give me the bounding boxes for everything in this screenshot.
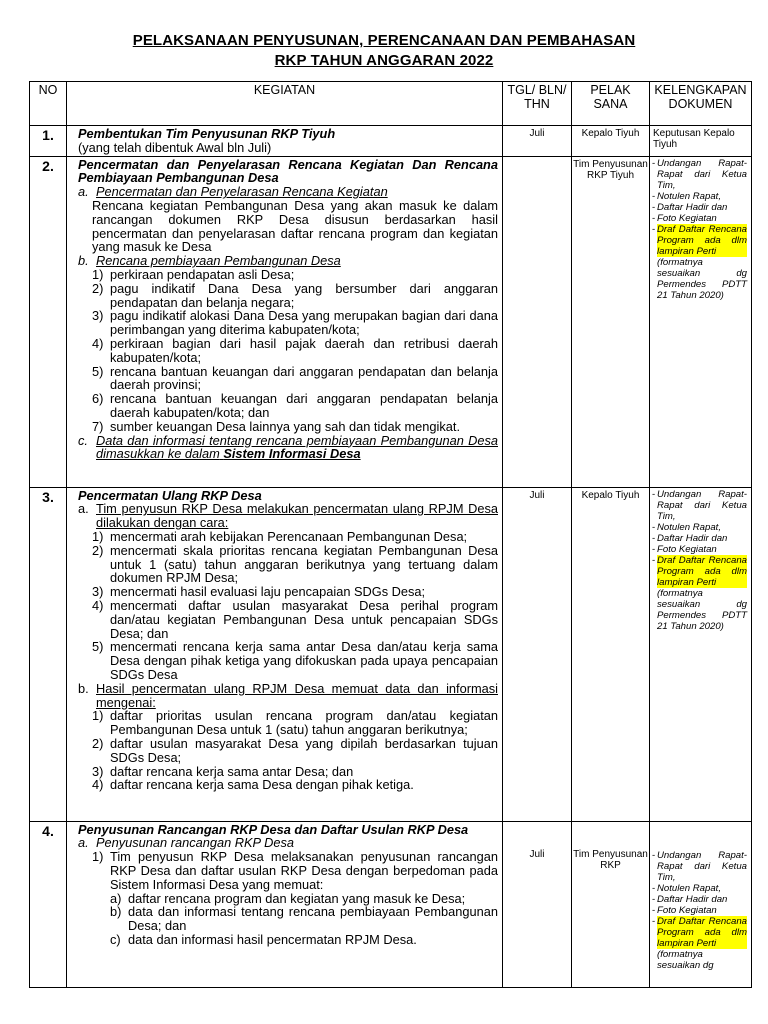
list-text: daftar rencana program dan kegiatan yang masuk ke Desa; bbox=[128, 890, 466, 906]
section-title: Pencermatan dan Penyelarasan Rencana Kegiatan bbox=[96, 184, 388, 200]
activity-title: Penyusunan Rancangan RKP Desa dan Daftar Usulan RKP Desa bbox=[78, 821, 469, 837]
list-text: data dan informasi tentang rencana pembiayaan Pembangunan Desa; dan bbox=[128, 904, 498, 934]
section-bold-text: Sistem Informasi Desa bbox=[223, 446, 361, 462]
document-title-line1: PELAKSANAAN PENYUSUNAN, PERENCANAAN DAN PEMBAHASAN bbox=[132, 32, 636, 49]
list-item bbox=[92, 850, 498, 891]
section-text: Rencana kegiatan Pembangunan Desa yang akan masuk ke dalam rancangan dokumen RKP Desa disusun berdasarkan hasil pencermatan dan penyelarasan daftar rencana program dan kegiatan yang masuk ke Desa bbox=[92, 197, 498, 255]
header-kegiatan: KEGIATAN bbox=[67, 82, 503, 126]
activity-title: Pembentukan Tim Penyusunan RKP Tiyuh bbox=[78, 126, 336, 141]
pelaksana-cell: Tim Penyusunan RKP bbox=[572, 821, 650, 987]
table-row bbox=[30, 487, 752, 821]
list-marker: 2) bbox=[92, 735, 104, 751]
list-text: data dan informasi hasil pencermatan RPJM Desa. bbox=[128, 931, 417, 947]
dokumen-item: Daftar Hadir dan bbox=[657, 532, 728, 544]
list-marker: 1) bbox=[92, 708, 104, 724]
table-row bbox=[30, 126, 752, 157]
list-marker: 1) bbox=[92, 849, 104, 865]
dokumen-highlight: Draf Daftar Rencana Program ada dlm lampiran Perti bbox=[657, 223, 747, 257]
section-marker: a. bbox=[78, 501, 89, 517]
list-marker: 5) bbox=[92, 639, 104, 655]
list-item bbox=[92, 599, 498, 640]
section-title: Penyusunan rancangan RKP Desa bbox=[96, 835, 295, 851]
dokumen-item: Notulen Rapat, bbox=[657, 882, 721, 894]
list-marker: 1) bbox=[92, 528, 104, 544]
list-item bbox=[110, 905, 498, 933]
pelaksana-cell: Kepalo Tiyuh bbox=[572, 126, 650, 157]
dokumen-item: Daftar Hadir dan bbox=[657, 893, 728, 905]
table-row bbox=[30, 156, 752, 487]
dokumen-item: Foto Kegiatan bbox=[657, 543, 717, 555]
row-number: 2. bbox=[30, 156, 67, 487]
dokumen-note: (formatnya sesuaikan dg Permendes PDTT 21 Tahun 2020) bbox=[657, 587, 747, 632]
list-text: mencermati rencana kerja sama antar Desa dan/atau kerja sama Desa dengan pihak ketiga yang difokuskan pada upaya pencapaian SDGs Desa bbox=[110, 639, 498, 682]
header-dokumen: KELENGKAPAN DOKUMEN bbox=[650, 82, 752, 126]
list-text: perkiraan pendapatan asli Desa; bbox=[110, 266, 295, 282]
list-item bbox=[92, 737, 498, 765]
list-marker: 2) bbox=[92, 280, 104, 296]
list bbox=[78, 530, 498, 682]
list-item bbox=[92, 282, 498, 310]
list-text: daftar rencana kerja sama Desa dengan pihak ketiga. bbox=[110, 777, 414, 793]
section-marker: c. bbox=[78, 432, 88, 448]
list-text: pagu indikatif alokasi Dana Desa yang merupakan bagian dari dana perimbangan yang diterima kabupaten/kota; bbox=[110, 308, 498, 338]
activity-note: (yang telah dibentuk Awal bln Juli) bbox=[78, 139, 272, 155]
header-no: NO bbox=[30, 82, 67, 126]
kegiatan-cell bbox=[67, 821, 503, 987]
dokumen-note: (formatnya sesuaikan dg Permendes PDTT 21 Tahun 2020) bbox=[657, 256, 747, 301]
list-item bbox=[92, 544, 498, 585]
list-item bbox=[92, 778, 498, 792]
list-marker: 3) bbox=[92, 763, 104, 779]
header-tgl: TGL/ BLN/ THN bbox=[503, 82, 572, 126]
section-title: Tim penyusun RKP Desa melakukan pencermatan ulang RPJM Desa dilakukan dengan cara: bbox=[96, 501, 498, 531]
activity-table bbox=[29, 81, 752, 988]
list-item bbox=[92, 530, 498, 544]
section-title: Rencana pembiayaan Pembangunan Desa bbox=[96, 253, 341, 269]
list-text: mencermati daftar usulan masyarakat Desa perihal program dan/atau kegiatan Pembangunan Desa untuk pencapaian SDGs Desa; dan bbox=[110, 597, 498, 641]
list-text: mencermati skala prioritas rencana kegiatan Pembangunan Desa untuk 1 (satu) tahun anggaran berikutnya yang tertuang dalam dokumen RPJM Desa; bbox=[110, 542, 498, 586]
tgl-cell bbox=[503, 156, 572, 487]
list-text: mencermati hasil evaluasi laju pencapaian SDGs Desa; bbox=[110, 584, 426, 600]
list-marker: 4) bbox=[92, 777, 104, 793]
tgl-cell: Juli bbox=[503, 487, 572, 821]
list-text: Tim penyusun RKP Desa melaksanakan penyusunan rancangan RKP Desa dan daftar usulan RKP Desa dengan berpedoman pada Sistem Informasi Desa yang memuat: bbox=[110, 849, 498, 892]
dokumen-item: Undangan Rapat-Rapat dari Ketua Tim, bbox=[657, 849, 747, 883]
dokumen-item: Notulen Rapat, bbox=[657, 521, 721, 533]
list-marker: b) bbox=[110, 904, 122, 920]
tgl-cell: Juli bbox=[503, 821, 572, 987]
dokumen-item: Undangan Rapat-Rapat dari Ketua Tim, bbox=[657, 488, 747, 522]
dokumen-item: Undangan Rapat-Rapat dari Ketua Tim, bbox=[657, 157, 747, 191]
list-marker: a) bbox=[110, 890, 122, 906]
list-marker: 5) bbox=[92, 363, 104, 379]
list-item bbox=[92, 420, 498, 434]
list-item bbox=[110, 933, 498, 947]
list-text: rencana bantuan keuangan dari anggaran pendapatan dan belanja daerah provinsi; bbox=[110, 363, 498, 393]
row-number: 1. bbox=[30, 126, 67, 157]
table-header-row bbox=[30, 82, 752, 126]
list-item bbox=[92, 640, 498, 681]
document-title-line2: RKP TAHUN ANGGARAN 2022 bbox=[274, 52, 494, 69]
list-text: perkiraan bagian dari hasil pajak daerah dan retribusi daerah kabupaten/kota; bbox=[110, 335, 498, 365]
dokumen-note: (formatnya sesuaikan dg bbox=[657, 948, 714, 971]
dokumen-cell: Keputusan Kepalo Tiyuh bbox=[650, 126, 752, 157]
list-text: daftar prioritas usulan rencana program dan/atau kegiatan Pembangunan Desa untuk 1 (satu) tahun anggaran berikutnya; bbox=[110, 708, 498, 738]
section-marker: b. bbox=[78, 680, 89, 696]
list-item bbox=[92, 268, 498, 282]
section-c bbox=[78, 434, 498, 462]
kegiatan-cell bbox=[67, 487, 503, 821]
list bbox=[78, 709, 498, 792]
section-text: Data dan informasi tentang rencana pembiayaan Pembangunan Desa dimasukkan ke dalam bbox=[96, 432, 498, 462]
row-number: 3. bbox=[30, 487, 67, 821]
list-item bbox=[92, 337, 498, 365]
list-item bbox=[110, 892, 498, 906]
section-b bbox=[78, 254, 498, 268]
pelaksana-cell: Tim Penyusunan RKP Tiyuh bbox=[572, 156, 650, 487]
activity-title: Pencermatan dan Penyelarasan Rencana Kegiatan Dan Rencana Pembiayaan Pembangunan Desa bbox=[78, 156, 498, 186]
dokumen-item: Foto Kegiatan bbox=[657, 212, 717, 224]
header-pelaksana: PELAK SANA bbox=[572, 82, 650, 126]
list-marker: 6) bbox=[92, 391, 104, 407]
table-row bbox=[30, 821, 752, 987]
list-text: mencermati arah kebijakan Perencanaan Pembangunan Desa; bbox=[110, 528, 468, 544]
section-marker: a. bbox=[78, 835, 89, 851]
list-item bbox=[92, 709, 498, 737]
section-a bbox=[78, 836, 498, 850]
section-title: Hasil pencermatan ulang RPJM Desa memuat data dan informasi mengenai: bbox=[96, 680, 498, 710]
pelaksana-cell: Kepalo Tiyuh bbox=[572, 487, 650, 821]
list-text: pagu indikatif Dana Desa yang bersumber dari anggaran pendapatan dan belanja negara; bbox=[110, 280, 498, 310]
list-text: sumber keuangan Desa lainnya yang sah dan tidak mengikat. bbox=[110, 418, 461, 434]
tgl-cell: Juli bbox=[503, 126, 572, 157]
list-marker: 3) bbox=[92, 584, 104, 600]
list-marker: 1) bbox=[92, 266, 104, 282]
section-marker: b. bbox=[78, 253, 89, 269]
kegiatan-cell bbox=[67, 156, 503, 487]
section-marker: a. bbox=[78, 184, 89, 200]
dokumen-item: Foto Kegiatan bbox=[657, 904, 717, 916]
list bbox=[78, 268, 498, 434]
dokumen-highlight: Draf Daftar Rencana Program ada dlm lampiran Perti bbox=[657, 915, 747, 949]
section-a bbox=[78, 185, 498, 199]
dokumen-item: Notulen Rapat, bbox=[657, 190, 721, 202]
list-marker: 3) bbox=[92, 308, 104, 324]
activity-title: Pencermatan Ulang RKP Desa bbox=[78, 487, 262, 503]
list bbox=[78, 850, 498, 947]
dokumen-item: Daftar Hadir dan bbox=[657, 201, 728, 213]
dokumen-cell: - Undangan Rapat-Rapat dari Ketua Tim, - Notulen Rapat, - Daftar Hadir dan - Foto Kegiatan - Draf Daftar Rencana Program ada dlm lampiran Perti (formatnya sesuaikan dg Permendes PDTT 21 Tahun 2020) bbox=[650, 156, 752, 487]
list-item bbox=[92, 392, 498, 420]
list-item bbox=[92, 365, 498, 393]
dokumen-cell: - Undangan Rapat-Rapat dari Ketua Tim, - Notulen Rapat, - Daftar Hadir dan - Foto Kegiatan - Draf Daftar Rencana Program ada dlm lampiran Perti (formatnya sesuaikan dg Permendes PDTT 21 Tahun 2020) bbox=[650, 487, 752, 821]
list-marker: 2) bbox=[92, 542, 104, 558]
list-marker: 7) bbox=[92, 418, 104, 434]
list-item bbox=[92, 765, 498, 779]
list-item bbox=[92, 309, 498, 337]
kegiatan-cell bbox=[67, 126, 503, 157]
list-text: daftar usulan masyarakat Desa yang dipilah berdasarkan tujuan SDGs Desa; bbox=[110, 735, 498, 765]
list-marker: 4) bbox=[92, 597, 104, 613]
section-b bbox=[78, 682, 498, 710]
list-text: rencana bantuan keuangan dari anggaran pendapatan belanja daerah kabupaten/kota; dan bbox=[110, 391, 498, 420]
list-marker: c) bbox=[110, 931, 121, 947]
sub-list bbox=[92, 892, 498, 947]
section-a bbox=[78, 502, 498, 530]
dokumen-highlight: Draf Daftar Rencana Program ada dlm lampiran Perti bbox=[657, 554, 747, 588]
list-marker: 4) bbox=[92, 335, 104, 351]
row-number: 4. bbox=[30, 821, 67, 987]
list-item bbox=[92, 585, 498, 599]
list-text: daftar rencana kerja sama antar Desa; dan bbox=[110, 763, 354, 779]
dokumen-cell: - Undangan Rapat-Rapat dari Ketua Tim, - Notulen Rapat, - Daftar Hadir dan - Foto Kegiatan - Draf Daftar Rencana Program ada dlm lampiran Perti (formatnya sesuaikan dg bbox=[650, 821, 752, 987]
